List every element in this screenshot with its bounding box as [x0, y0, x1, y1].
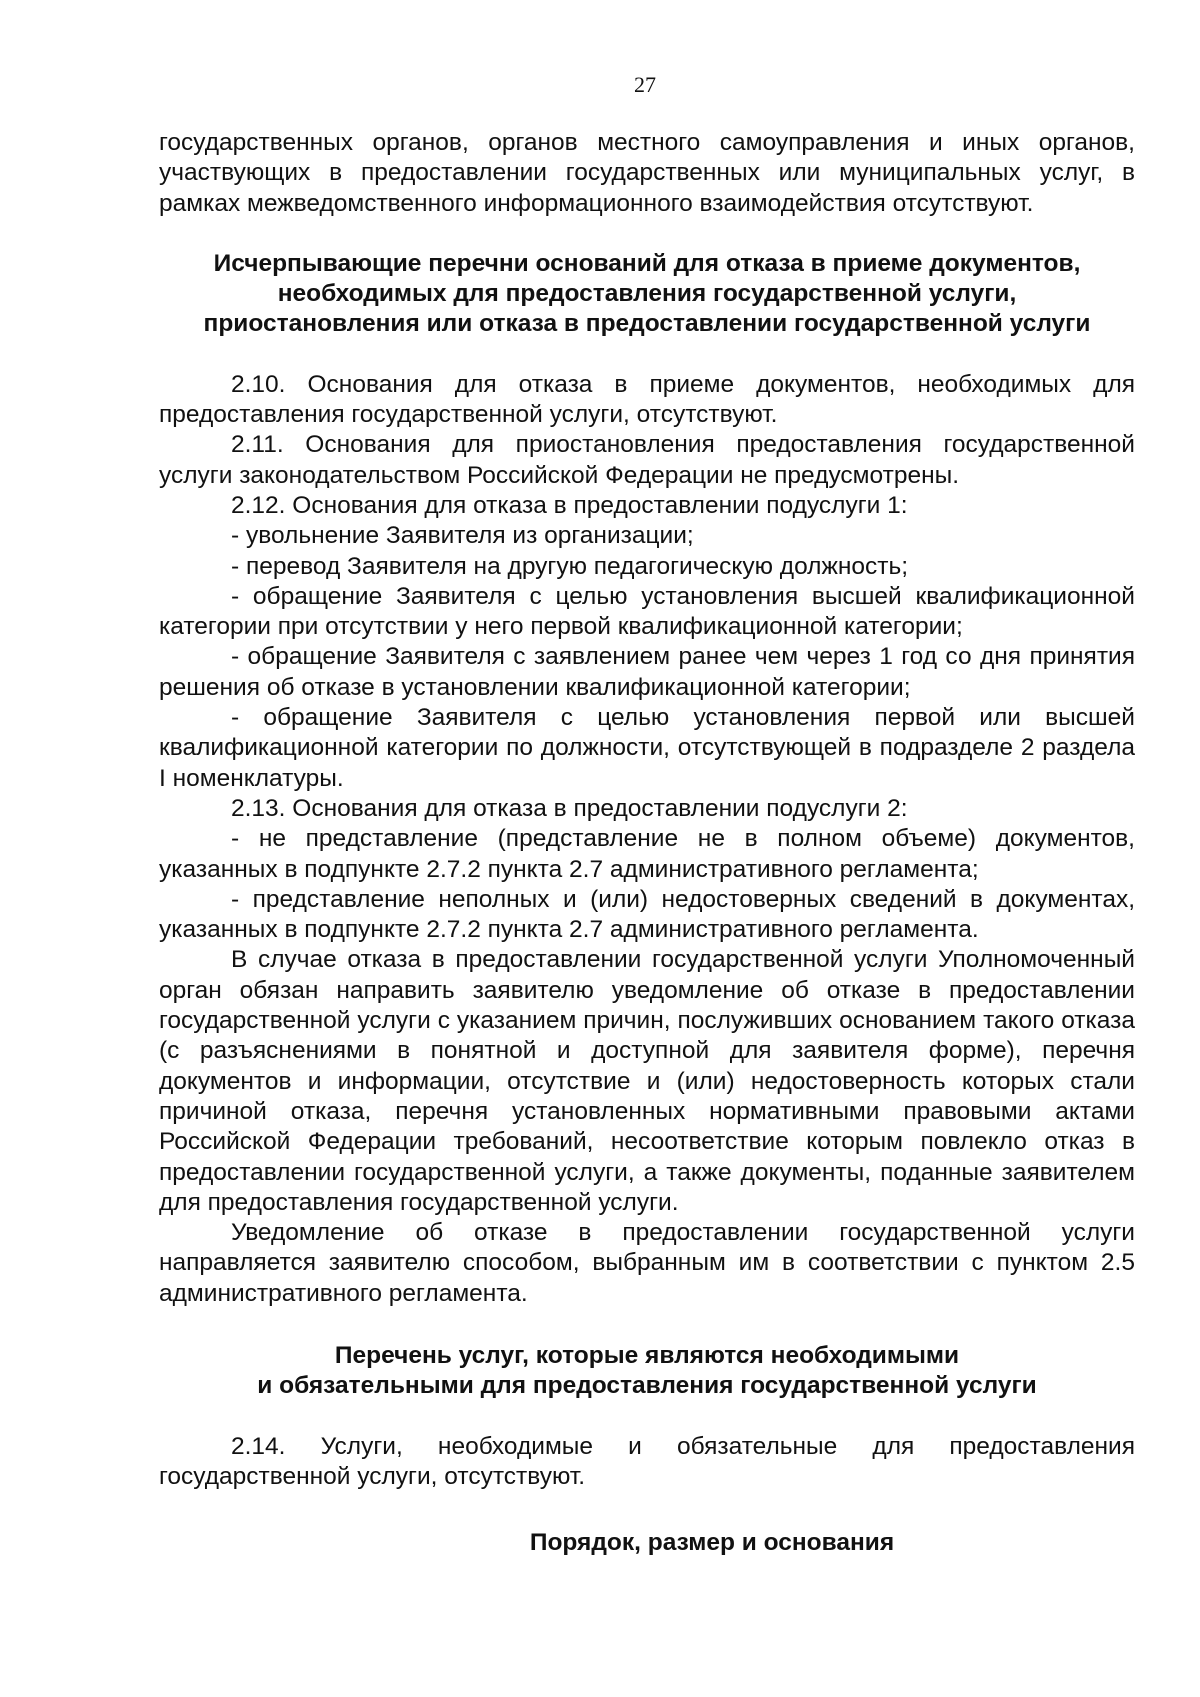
notice-delivery-paragraph: Уведомление об отказе в предоставлении государственной услуги направляется заявителю способом, выбранным им в соответствии с пунктом 2.5 административного регламента.	[159, 1219, 1135, 1307]
section-heading-refusal-grounds	[159, 249, 1135, 340]
page-number: 27	[634, 72, 656, 97]
section-heading-required-services	[159, 1341, 1135, 1402]
clause-2-13: 2.13. Основания для отказа в предоставлении подуслуги 2:	[231, 794, 908, 822]
heading-line: Перечень услуг, которые являются необходимыми	[334, 1341, 960, 1369]
clause-2-10: 2.10. Основания для отказа в приеме документов, необходимых для предоставления государственной услуги, отсутствуют.	[159, 370, 1135, 429]
list-item: - обращение Заявителя с целью установления высшей квалификационной категории при отсутствии у него первой квалификационной категории;	[159, 582, 1135, 641]
heading-line: приостановления или отказа в предоставлении государственной услуги	[203, 310, 1091, 338]
heading-line: и обязательными для предоставления государственной услуги	[257, 1372, 1037, 1400]
list-item: - перевод Заявителя на другую педагогическую должность;	[231, 552, 909, 580]
clause-2-12: 2.12. Основания для отказа в предоставлении подуслуги 1:	[231, 491, 908, 519]
clause-2-14: 2.14. Услуги, необходимые и обязательные для предоставления государственной услуги, отсутствуют.	[159, 1432, 1135, 1490]
list-item: - представление неполных и (или) недостоверных сведений в документах, указанных в подпункте 2.7.2 пункта 2.7 административного регламента.	[159, 885, 1135, 944]
intro-paragraph: государственных органов, органов местного самоуправления и иных органов, участвующих в предоставлении государственных или муниципальных услуг, в рамках межведомственного информационного взаимодействия отсутствуют.	[159, 129, 1135, 217]
heading-line: Исчерпывающие перечни оснований для отказа в приеме документов,	[213, 249, 1081, 277]
list-item: - обращение Заявителя с целью установления первой или высшей квалификационной категории по должности, отсутствующей в подразделе 2 раздела I номенклатуры.	[159, 704, 1135, 792]
clause-2-11: 2.11. Основания для приостановления предоставления государственной услуги законодательством Российской Федерации не предусмотрены.	[159, 431, 1135, 489]
section-heading-fees: Порядок, размер и основания	[529, 1529, 895, 1557]
list-item: - не представление (представление не в полном объеме) документов, указанных в подпункте 2.7.2 пункта 2.7 административного регламента;	[159, 825, 1135, 883]
list-item: - обращение Заявителя с заявлением ранее чем через 1 год со дня принятия решения об отказе в установлении квалификационной категории;	[159, 643, 1135, 701]
heading-line: необходимых для предоставления государственной услуги,	[277, 280, 1017, 308]
list-item: - увольнение Заявителя из организации;	[231, 522, 694, 550]
refusal-notice-paragraph: В случае отказа в предоставлении государственной услуги Уполномоченный орган обязан направить заявителю уведомление об отказе в предоставлении государственной услуги с указанием причин, послуживших основанием такого отказа (с разъяснениями в понятной и доступной для заявителя форме), перечня документов и информации, отсутствие и (или) недостоверность которых стали причиной отказа, перечня установленных нормативными правовыми актами Российской Федерации требований, несоответствие которым повлекло отказ в предоставлении государственной услуги, а также документы, поданные заявителем для предоставления государственной услуги.	[159, 946, 1135, 1216]
document-body	[159, 128, 1135, 1558]
